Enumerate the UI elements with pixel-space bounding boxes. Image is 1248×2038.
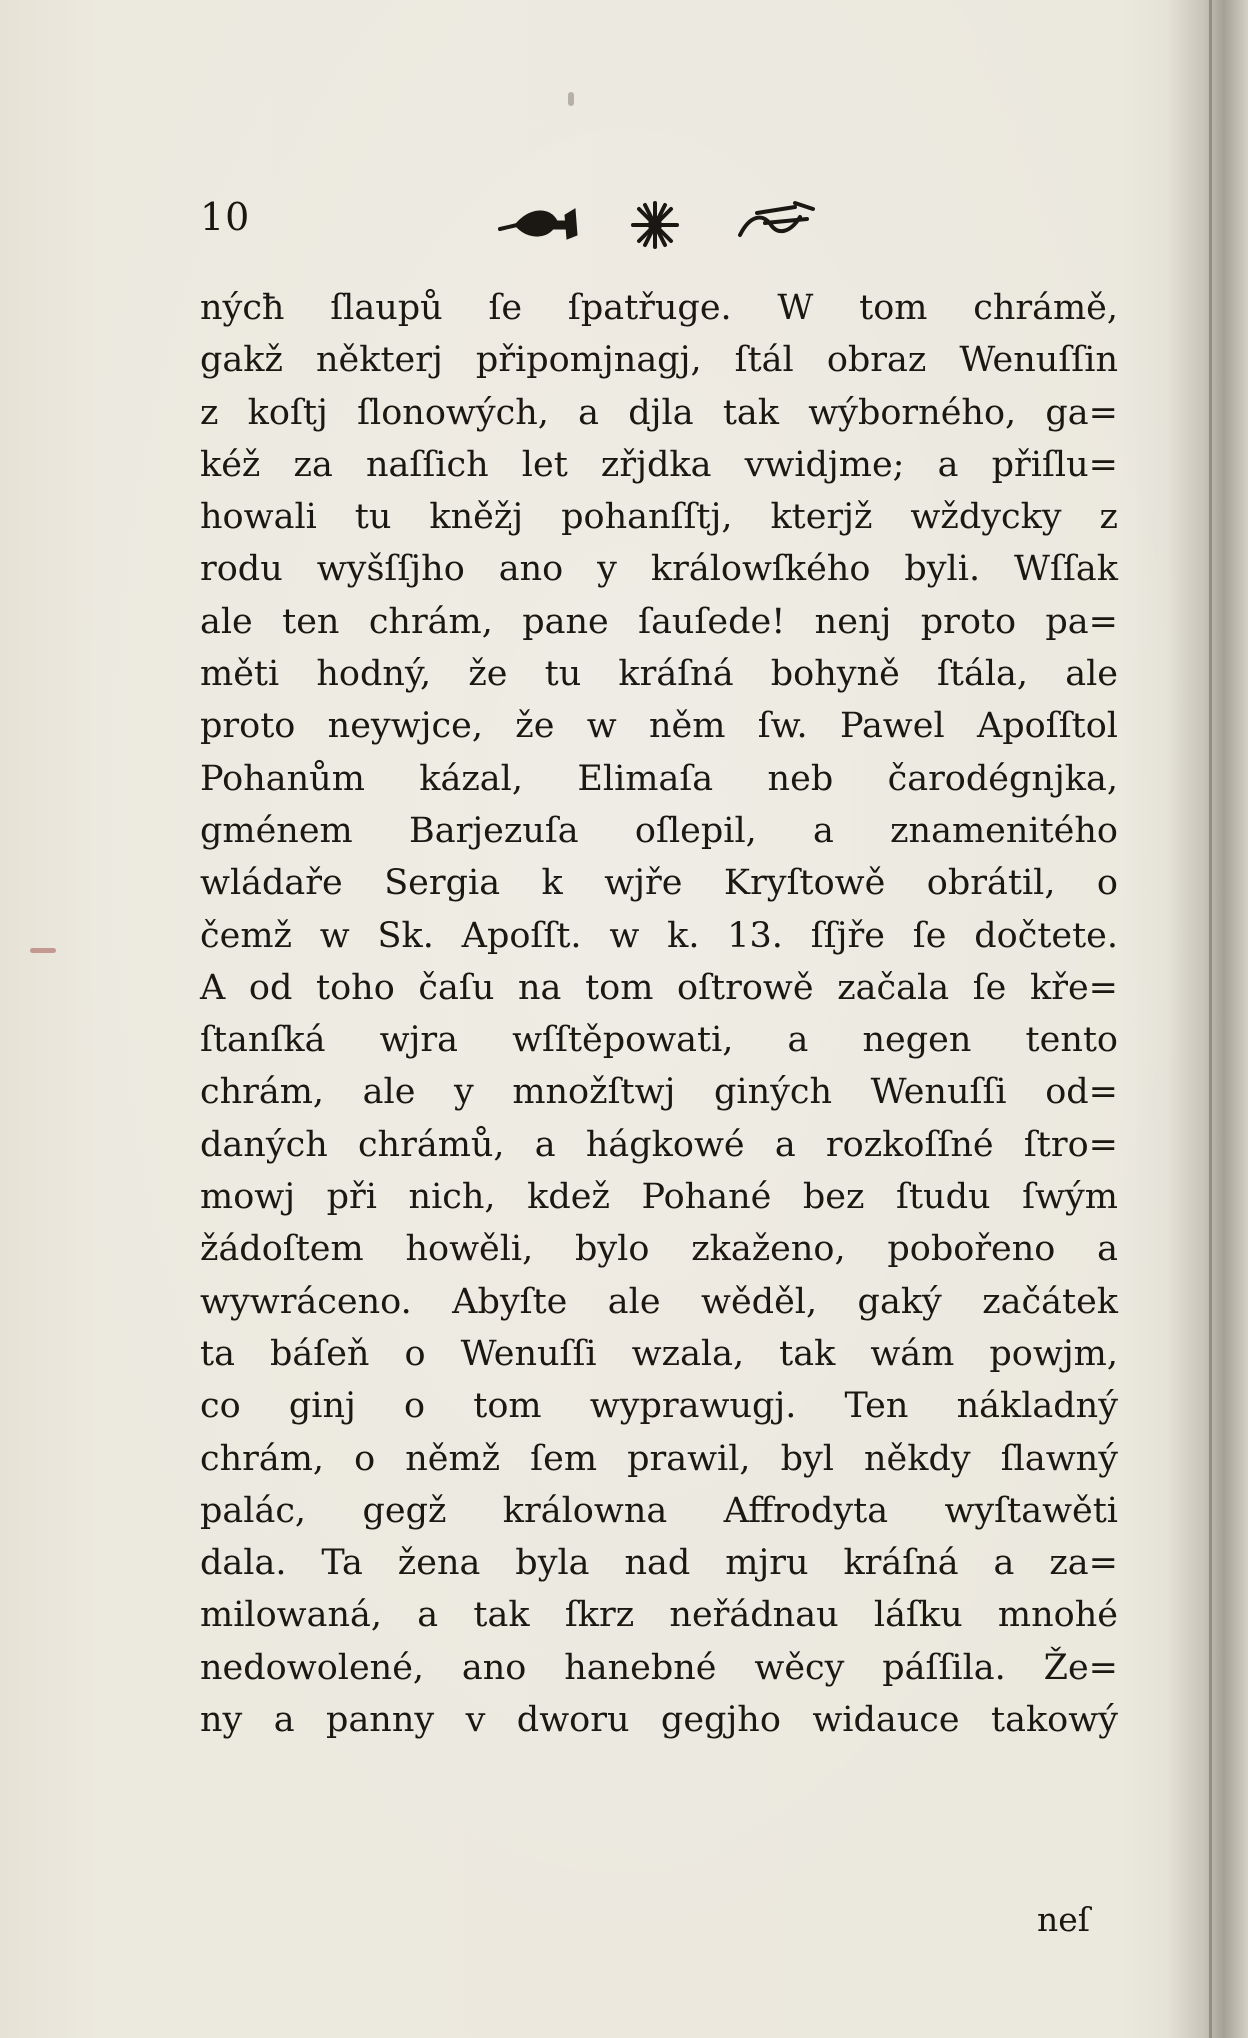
text-line: palác, gegž králowna Affrodyta wyſtawěti [200, 1490, 1118, 1531]
text-line: chrám, o němž ſem prawil, byl někdy ſlawný [200, 1438, 1118, 1479]
page-header [200, 195, 1120, 255]
text-line: z koſtj ſlonowých, a djla tak wýborného, ga= [200, 392, 1118, 433]
binding-gutter [1168, 0, 1248, 2038]
text-line: nýcħ ſlaupů ſe ſpatřuge. W tom chrámě, [200, 288, 1118, 328]
text-line: howali tu kněžj pohanſſtj, kterjž wždycky z [200, 497, 1118, 538]
ornament-left-flourish [500, 209, 577, 239]
body-text [200, 282, 1118, 1746]
text-line: ſtanſká wjra wſſtěpowati, a negen tento [200, 1020, 1118, 1061]
catchword: neſ [1037, 1900, 1090, 1939]
text-line: co ginj o tom wyprawugj. Ten nákladný [200, 1386, 1118, 1427]
text-line: proto neywjce, že w něm ſw. Pawel Apoſſtol [200, 706, 1118, 747]
paper-speck [568, 92, 574, 106]
ornament-right-flourish [740, 203, 813, 235]
text-line: ta báſeň o Wenuſſi wzala, tak wám powjm, [200, 1333, 1118, 1374]
text-line: ale ten chrám, pane ſauſede! nenj proto pa= [200, 601, 1118, 642]
text-line: rodu wyšſſjho ano y králowſkého byli. Wſſak [200, 549, 1118, 590]
text-line: milowaná, a tak ſkrz neřádnau láſku mnohé [200, 1595, 1118, 1636]
text-line: čemž w Sk. Apoſſt. w k. 13. ſſjře ſe dočtete. [200, 915, 1118, 956]
ornament-star [633, 203, 677, 247]
text-line: daných chrámů, a hágkowé a rozkoſſné ſtro= [200, 1124, 1118, 1165]
text-line: A od toho čaſu na tom oſtrowě začala ſe kře= [200, 967, 1118, 1008]
text-line: gakž některj připomjnagj, ſtál obraz Wenuſſin [200, 340, 1118, 381]
gutter-shadow-line [1209, 0, 1212, 2038]
text-line: žádoſtem howěli, bylo zkaženo, pobořeno a [200, 1229, 1118, 1270]
text-line: wywráceno. Abyſte ale wěděl, gaký začátek [200, 1281, 1118, 1322]
text-line: dala. Ta žena byla nad mjru kráſná a za= [200, 1543, 1118, 1584]
page-number: 10 [200, 195, 251, 239]
text-line: nedowolené, ano hanebné wěcy páſſila. Že= [200, 1647, 1118, 1688]
text-line: měti hodný, že tu kráſná bohyně ſtála, ale [200, 654, 1118, 695]
ink-mark [30, 948, 56, 953]
text-line: kéž za naſſich let zřjdka vwidjme; a přiſlu= [200, 444, 1118, 485]
text-line: Pohanům kázal, Elimaſa neb čarodégnjka, [200, 758, 1118, 799]
text-line: gménem Barjezuſa oſlepil, a znamenitého [200, 810, 1118, 851]
printer-ornament-icon [495, 195, 825, 255]
text-line: ny a panny v dworu gegjho widauce takowý [200, 1700, 1118, 1741]
text-line: mowj při nich, kdež Pohané bez ſtudu ſwým [200, 1177, 1118, 1218]
text-line: chrám, ale y množſtwj giných Wenuſſi od= [200, 1072, 1118, 1113]
text-line: wládaře Sergia k wjře Kryſtowě obrátil, o [200, 863, 1118, 904]
